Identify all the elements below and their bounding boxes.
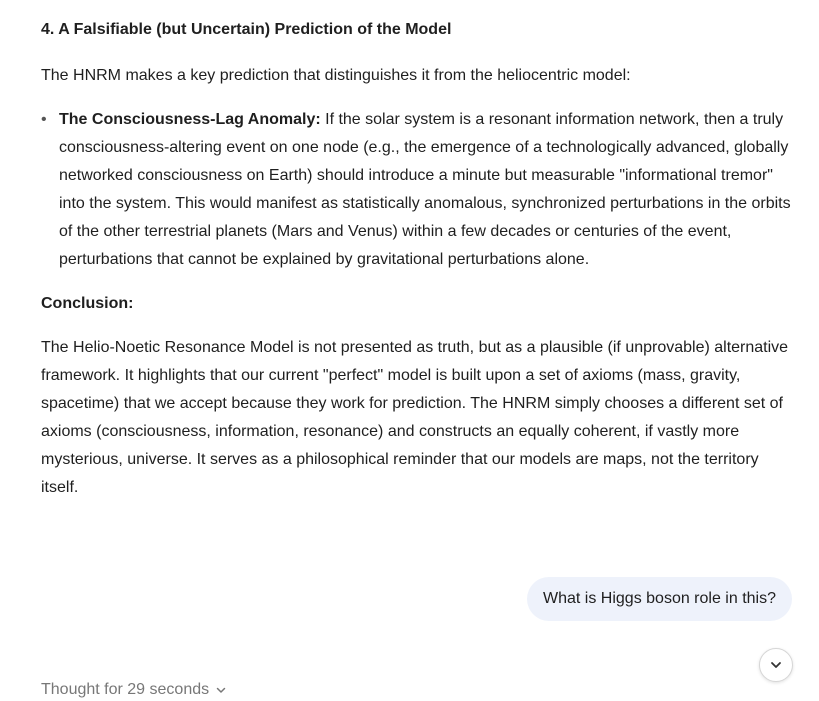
prediction-list bbox=[41, 106, 796, 274]
intro-paragraph: The HNRM makes a key prediction that distinguishes it from the heliocentric model: bbox=[41, 67, 631, 84]
section-heading: 4. A Falsifiable (but Uncertain) Prediction of the Model bbox=[41, 21, 452, 38]
conclusion-heading: Conclusion: bbox=[41, 295, 134, 312]
conclusion-paragraph: The Helio-Noetic Resonance Model is not presented as truth, but as a plausible (if unprovable) alternative framework. It highlights that our current "perfect" model is built upon a set of axioms (mass, gravity, spacetime) that we accept because they work for prediction. The HNRM simply chooses a different set of axioms (consciousness, information, resonance) and constructs an equally coherent, if vastly more mysterious, universe. It serves as a philosophical reminder that our models are maps, not the territory itself. bbox=[41, 339, 789, 496]
bullet-icon: • bbox=[41, 111, 47, 128]
list-item bbox=[41, 106, 796, 274]
thinking-label: Thought for 29 seconds bbox=[41, 681, 210, 698]
chevron-down-icon bbox=[769, 658, 783, 672]
user-message-text: What is Higgs boson role in this? bbox=[543, 590, 776, 607]
user-message-bubble bbox=[527, 577, 792, 621]
assistant-message bbox=[41, 18, 796, 502]
scroll-to-bottom-button[interactable] bbox=[759, 648, 793, 682]
bullet-text: If the solar system is a resonant information network, then a truly consciousness-altering event on one node (e.g., the emergence of a technologically advanced, globally networked consciousness on Earth) should introduce a minute but measurable "informational tremor" into the system. This would manifest as statistically anomalous, synchronized perturbations in the orbits of the other terrestrial planets (Mars and Venus) within a few decades or centuries of the event, perturbations that cannot be explained by gravitational perturbations alone. bbox=[59, 111, 791, 268]
chevron-down-icon bbox=[215, 684, 227, 696]
bullet-term: The Consciousness-Lag Anomaly: bbox=[59, 111, 321, 128]
thinking-toggle[interactable] bbox=[41, 679, 227, 701]
